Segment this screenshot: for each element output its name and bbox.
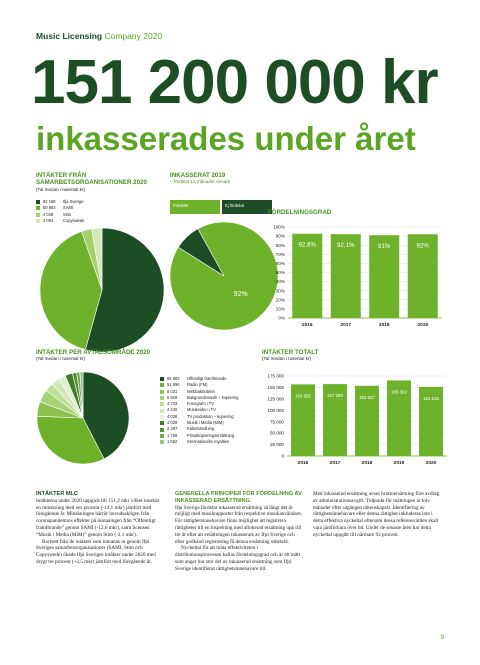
y-tick-label: 90% — [275, 233, 285, 239]
report-header — [36, 31, 162, 41]
y-tick-label: 10% — [275, 306, 285, 312]
legend-value: 82 168 — [43, 199, 56, 204]
legend-value: 8 031 — [167, 388, 178, 394]
y-tick-label: 50 000 — [269, 430, 284, 436]
y-tick-label: 50% — [275, 270, 285, 276]
collected-2019-heading — [170, 172, 310, 185]
mlc-income-heading: INTÄKTER MLC — [36, 491, 78, 497]
distribution-rate-bar-chart — [262, 221, 448, 329]
text-column-mlc-income — [36, 491, 163, 566]
report-header-prefix: Music Licensing — [36, 31, 103, 41]
y-tick-label: 70% — [275, 251, 285, 257]
legend-label: TV produktion – kopiering — [187, 413, 234, 419]
income-by-area-subtitle: (Tal medan i tusental kr) — [36, 356, 86, 362]
y-tick-label: 30% — [275, 288, 285, 294]
y-tick-label: 0 — [281, 453, 284, 459]
collected-2019-subtitle: – fördelat 12 månader senare — [170, 179, 231, 185]
legend-label: Kabelsändning — [187, 426, 215, 432]
legend-value: 2 297 — [167, 426, 178, 432]
bar-value-label: 92,6% — [298, 241, 317, 249]
legend-value: 1 759 — [167, 432, 178, 438]
legend-value: 51 596 — [167, 382, 180, 388]
legend-label: Musikvideo i TV — [187, 407, 216, 413]
legend-swatch — [160, 428, 164, 432]
headline-amount: 151 200 000 kr — [31, 48, 438, 117]
y-tick-label: 0% — [278, 315, 285, 321]
bar-value-label: 153 537 — [359, 394, 375, 400]
bar-value-label: 92,1% — [336, 242, 355, 250]
x-tick-label: 2020 — [425, 461, 437, 466]
y-tick-label: 20% — [275, 297, 285, 303]
bar-value-label: 151 216 — [423, 395, 439, 401]
y-tick-label: 60% — [275, 261, 285, 266]
bar-value-label: 92% — [416, 242, 429, 250]
legend-entry: Ej fördelat — [222, 200, 272, 214]
collected-2019-legend — [170, 200, 272, 214]
bar-value-label: 156 655 — [295, 393, 311, 399]
legend-label: Internationella royalties — [187, 438, 230, 444]
legend-swatch — [160, 440, 164, 444]
cmo-income-title: INTÄKTER FRÅN SAMARBETSORGANISATIONER 2020 — [36, 172, 147, 187]
x-tick-label: 2016 — [297, 461, 309, 466]
bar-value-label: 157 280 — [327, 393, 343, 399]
legend-swatch — [160, 409, 164, 413]
y-tick-label: 100 000 — [267, 407, 284, 413]
collection-definition-paragraph: Med inkasserad ersättning avses bruttoersättning före avdrag av administrationsavgift. Tidpunkt för mätningen är tolv månader efter utgången räkenskapsår. Identifiering av rättighetsinnehavare eller denna rättighet inkluderas inte i detta effektiva nyckeltal eftersom dessa referensvärden skall vara jämförbara över tid. Under de senaste åren har detta nyckeltal uppgått till närmare 92 procent. — [313, 491, 440, 538]
y-tick-label: 75 000 — [269, 419, 284, 425]
income-by-area-heading — [36, 349, 186, 362]
distribution-principles-heading: GENERELLA PRINCIPER FÖR FÖRDELNING AV INKASSERAD ERSÄTTNING — [175, 491, 302, 504]
x-tick-label: 2017 — [340, 323, 352, 328]
y-tick-label: 100% — [273, 224, 285, 230]
legend-label: Fonogram i TV — [187, 401, 214, 407]
x-tick-label: 2018 — [361, 461, 373, 466]
legend-label: Musik i Media (MiM) — [187, 420, 224, 426]
legend-entry — [160, 439, 270, 445]
legend-label: Radio (FM) — [187, 382, 208, 388]
legend-label: Stim — [63, 211, 72, 217]
y-tick-label: 80% — [275, 242, 285, 248]
total-income-heading — [262, 349, 412, 362]
total-income-bar-chart — [255, 372, 450, 470]
headline-subtitle: inkasserades under året — [36, 120, 416, 157]
legend-swatch — [160, 396, 164, 400]
x-tick-label: 2017 — [329, 461, 341, 466]
legend-label: Webbaktiviteter — [187, 388, 216, 394]
legend-value: 60 983 — [43, 205, 56, 211]
legend-value: 65 983 — [167, 376, 180, 381]
x-tick-label: 2019 — [417, 323, 429, 328]
legend-value: 1 682 — [167, 438, 178, 444]
income-by-area-legend — [160, 376, 270, 445]
bar-value-label: 165 302 — [391, 389, 407, 395]
report-header-suffix: Company 2020 — [104, 31, 163, 41]
legend-label: Offentligt framförande — [187, 376, 227, 381]
text-column-collection-definition — [313, 491, 443, 539]
legend-label: Bakgrundsmusik – kopiering — [187, 394, 239, 400]
y-tick-label: 150 000 — [267, 385, 284, 391]
legend-value: 4 054 — [43, 217, 54, 223]
page-number: 9 — [440, 635, 444, 641]
legend-swatch — [160, 390, 164, 394]
legend-entry: Fördelat — [170, 200, 220, 214]
mlc-income-paragraph: Intäkterna under 2020 uppgick till 151,2 mkr vilket innebär en minskning med sex procent (-14,1 mkr) jämfört med föregående år. Minskningen härrör huvudsakligen från coronapandemins effekter på inmaningen från “Offentligt framförande” genom SAMI (-12,6 mkr), samt licensen “Musik i Media (MiM)” genom Stim (-2,1 mkr). — [36, 497, 160, 538]
cmo-income-legend — [36, 199, 126, 224]
distribution-principles-paragraph: Ifpi Sverige fördelar inkasserad ersättning så långt det är möjligt med musikrapporter från respektive musikanvändare. För rättighetsinnehavare finns möjlighet att registrera rättigheter till en inspelning med allokerad ersättning upp till tre år efter att ersättningen inkasserats av Ifpi Sverige och efter godkänd registrering få denna ersättning utbetald. — [175, 504, 303, 545]
legend-swatch — [160, 402, 164, 406]
collected-2019-title: INKASSERAT 2019 — [170, 172, 226, 179]
cmo-income-pie-chart — [38, 226, 166, 354]
text-column-distribution-principles — [175, 491, 303, 573]
y-tick-label: 25 000 — [269, 442, 284, 448]
pie-slice-label: 92% — [233, 291, 248, 299]
legend-entry — [36, 218, 126, 224]
distribution-rate-title: FÖRDELNINGSGRAD — [268, 209, 332, 216]
mlc-income-paragraph: Bortsett från de intäkter som inmanas in genom Ifpi Sveriges samarbetsorganisationer (SAMI, Stim och Copyswede) ökade Ifpi Sveriges intäkter under 2020 med drygt tre procent (+2,5 mkr) jämfört med föregående år. — [36, 538, 156, 565]
income-by-area-pie-chart — [36, 371, 130, 465]
legend-label: Ifpi Sverige — [63, 199, 84, 204]
income-by-area-title: INTÄKTER PER AVTALSOMRÅDE 2020 — [36, 349, 151, 356]
legend-value: 4 029 — [167, 420, 178, 426]
x-tick-label: 2019 — [393, 461, 405, 466]
y-tick-label: 40% — [275, 279, 285, 285]
legend-swatch — [160, 415, 164, 419]
legend-label: SAMI — [63, 205, 74, 211]
y-tick-label: 175 000 — [267, 373, 284, 379]
legend-swatch — [160, 434, 164, 438]
legend-swatch — [36, 213, 40, 217]
legend-label: Copyswede — [63, 217, 85, 223]
legend-label: Privatkopieringsersättning — [187, 432, 235, 438]
legend-value: 6 918 — [167, 394, 178, 400]
x-tick-label: 2018 — [378, 323, 390, 328]
legend-value: 4 028 — [167, 413, 178, 419]
legend-swatch — [36, 200, 40, 204]
legend-swatch — [160, 383, 164, 387]
legend-swatch — [36, 206, 40, 210]
legend-value: 4 029 — [43, 211, 54, 217]
total-income-subtitle: (Tal medan i tusental kr) — [262, 356, 312, 362]
total-income-title: INTÄKTER TOTALT — [262, 349, 319, 356]
legend-swatch — [160, 421, 164, 425]
distribution-principles-paragraph: Nyckeltal för att mäta effektiviteten i distributionsprocessen kallas fördelningsgrad och är ett mått som anger hur stor del av inkasserad ersättning som Ifpi Sverige identifierat rättighetsinnehavare till. — [175, 545, 301, 572]
legend-swatch — [36, 219, 40, 223]
legend-value: 4 733 — [167, 401, 178, 407]
cmo-income-heading — [36, 172, 156, 193]
y-tick-label: 125 000 — [267, 396, 284, 402]
legend-value: 4 440 — [167, 407, 178, 413]
cmo-income-subtitle: (Tal medan i tusental kr) — [36, 186, 86, 192]
x-tick-label: 2016 — [301, 323, 313, 328]
legend-swatch — [160, 377, 164, 381]
bar-value-label: 91% — [378, 243, 391, 251]
